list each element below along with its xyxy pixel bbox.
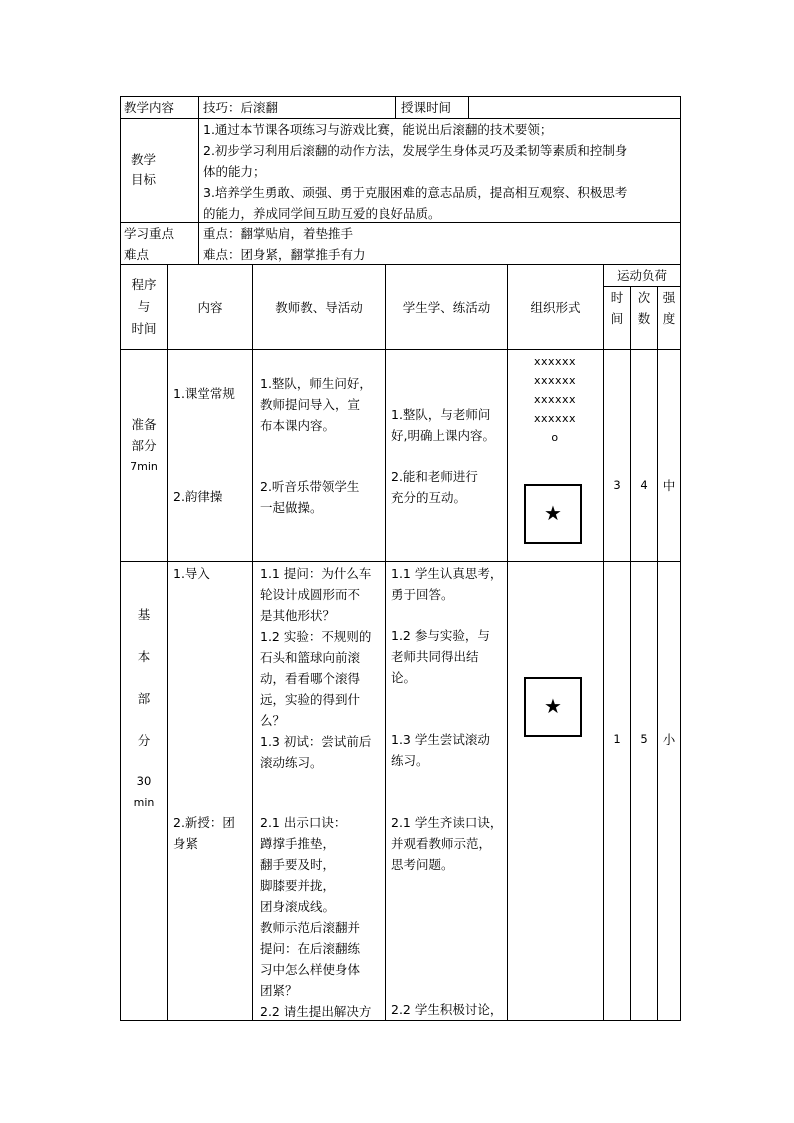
main-formation-box <box>524 677 582 737</box>
prep-teacher-1: 1.整队，师生问好， 教师提问导入，宣 布本课内容。 <box>260 376 372 433</box>
teacher-star-icon: ★ <box>544 694 562 718</box>
teacher-star-icon: ★ <box>544 501 562 525</box>
organization-header: 组织形式 <box>530 300 581 315</box>
intensity-header: 强 度 <box>662 290 676 326</box>
prep-teacher-2: 2.听音乐带领学生 一起做操。 <box>260 479 360 515</box>
main-teacher-2: 2.1 出示口诀： 蹲撑手推垫， 翻手要及时， 脚膝要并拢， 团身滚成线。 教师示范后滚翻并 提问：在后滚翻练 习中怎么样使身体 团紧？ 2.2 请生提出解决方 <box>260 815 372 1019</box>
main-minutes-unit: min <box>133 796 155 809</box>
time-header: 时 间 <box>610 290 624 326</box>
main-student-2: 1.2 参与实验，与 老师共同得出结 论。 <box>391 628 490 685</box>
main-time: 1 <box>613 732 621 746</box>
content-header: 内容 <box>197 300 223 315</box>
prep-content-1: 1.课堂常规 <box>173 386 235 401</box>
content-value: 技巧：后滚翻 <box>203 100 279 115</box>
count-header: 次 数 <box>637 290 651 326</box>
prep-formation-rows: xxxxxx xxxxxx xxxxxx xxxxxx o <box>533 355 577 444</box>
prep-label: 准备 部分 <box>131 417 157 453</box>
main-student-3: 1.3 学生尝试滚动 练习。 <box>391 732 490 768</box>
prep-student-2: 2.能和老师进行 充分的互动。 <box>391 469 478 505</box>
main-student-5: 2.2 学生积极讨论， <box>391 1002 503 1017</box>
load-header: 运动负荷 <box>616 268 667 283</box>
main-label: 基 本 部 分 <box>137 607 151 748</box>
main-teacher-1: 1.1 提问：为什么车 轮设计成圆形而不 是其他形状？ 1.2 实验：不规则的 石头和篮球向前滚 动，看看哪个滚得 远，实验的得到什 么？ 1.3 初试：尝试前后 滚动练习。 <box>260 566 372 770</box>
student-header: 学生学、练活动 <box>402 300 491 315</box>
prep-intensity: 中 <box>662 478 676 493</box>
class-time-label: 授课时间 <box>401 100 452 115</box>
key-points-label: 学习重点 难点 <box>124 226 175 262</box>
key-points-text: 重点：翻掌贴肩，着垫推手 难点：团身紧，翻掌推手有力 <box>203 226 366 262</box>
main-content-2: 2.新授：团 身紧 <box>173 815 235 851</box>
prep-student-1: 1.整队，与老师问 好,明确上课内容。 <box>391 407 495 443</box>
content-label: 教学内容 <box>124 100 175 115</box>
prep-content-2: 2.韵律操 <box>173 489 223 504</box>
main-content-1: 1.导入 <box>173 566 210 581</box>
teacher-header: 教师教、导活动 <box>275 300 363 315</box>
prep-minutes: 7min <box>130 460 158 473</box>
goals-label: 教学 目标 <box>131 152 157 187</box>
procedure-header: 程序 与 时间 <box>131 277 157 336</box>
prep-time: 3 <box>613 478 621 492</box>
goals-text: 1.通过本节课各项练习与游戏比赛，能说出后滚翻的技术要领； 2.初步学习利用后滚翻的动作方法，发展学生身体灵巧及柔韧等素质和控制身 体的能力； 3.培养学生勇敢、顽强、勇于克服困难的意志品质，提高相互观察、积极思考 的能力，养成同学间互助互爱的良好品质。 <box>203 122 628 221</box>
main-count: 5 <box>640 732 648 746</box>
main-student-4: 2.1 学生齐读口诀， 并观看教师示范， 思考问题。 <box>391 815 503 872</box>
main-intensity: 小 <box>662 732 676 747</box>
main-minutes-num: 30 <box>136 774 152 788</box>
prep-count: 4 <box>640 478 648 492</box>
prep-formation-box <box>524 484 582 544</box>
main-student-1: 1.1 学生认真思考， 勇于回答。 <box>391 566 503 602</box>
